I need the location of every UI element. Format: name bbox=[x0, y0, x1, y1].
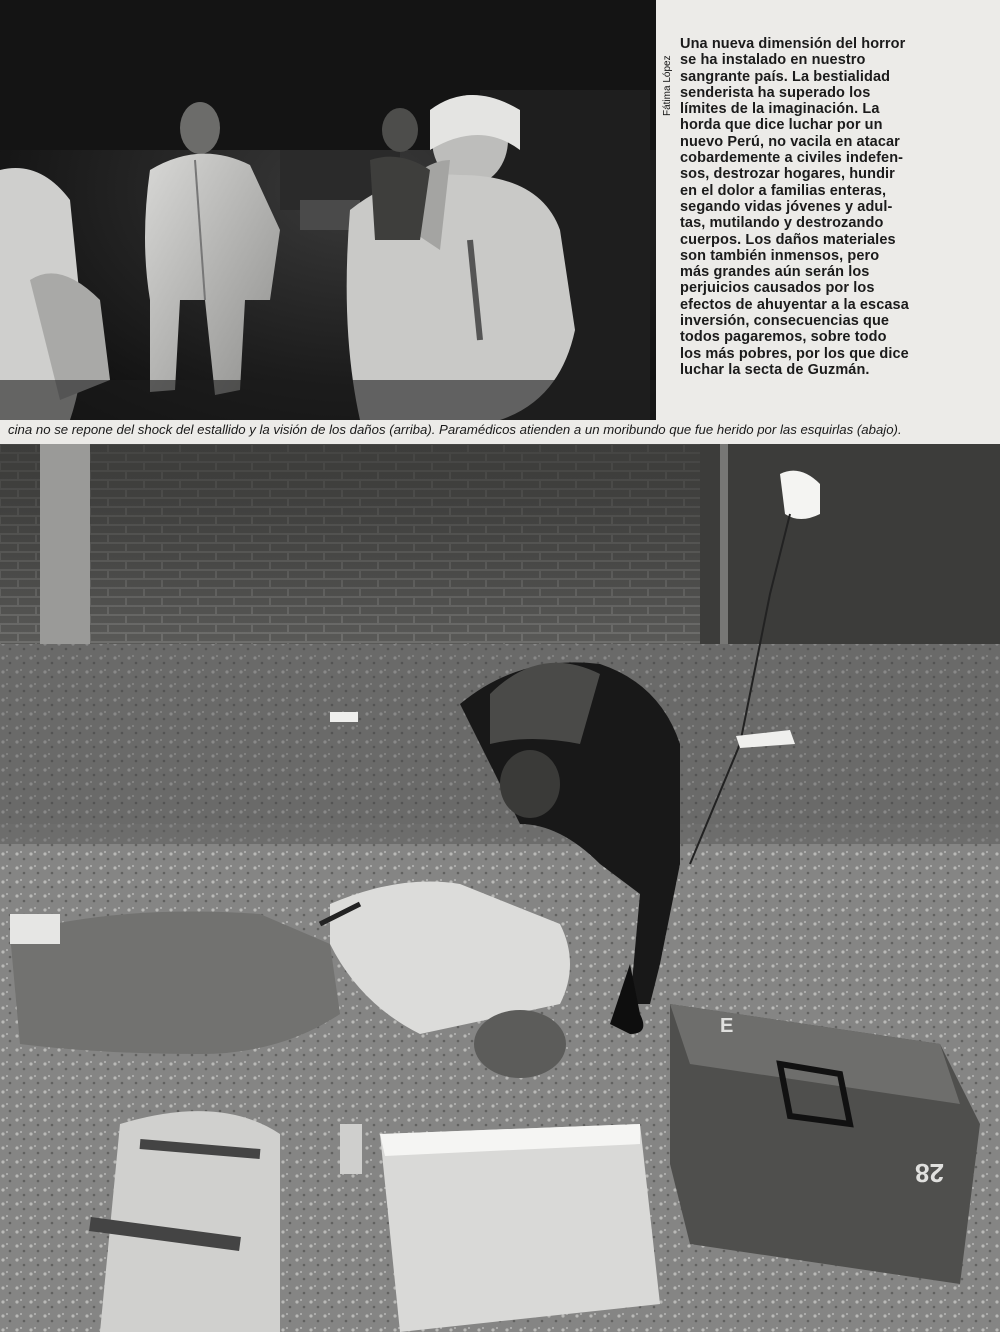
article-line: luchar la secta de Guzmán. bbox=[680, 361, 870, 378]
photo-credit: Fátima López bbox=[662, 55, 673, 116]
article-line: inversión, consecuencias que bbox=[680, 313, 890, 330]
article-line: sos, destrozar hogares, hundir bbox=[680, 166, 895, 183]
article-line: segando vidas jóvenes y adul- bbox=[680, 198, 893, 215]
toolbox bbox=[670, 1004, 980, 1284]
article-line: nuevo Perú, no vacila en atacar bbox=[680, 133, 900, 150]
bottom-photograph bbox=[0, 444, 1000, 1332]
article-line: se ha instalado en nuestro bbox=[680, 52, 866, 69]
article-line: en el dolor a familias enteras, bbox=[680, 182, 887, 199]
toolbox-number: 28 bbox=[915, 1158, 944, 1188]
bottom-photo-image bbox=[0, 444, 1000, 1332]
article-line: todos pagaremos, sobre todo bbox=[680, 329, 887, 346]
top-photograph bbox=[0, 0, 656, 420]
photo-caption: cina no se repone del shock del estallido y la visión de los daños (arriba). Paramédicos atienden a un moribundo que fue herido por las esquirlas (abajo). bbox=[8, 422, 902, 437]
article-line: perjuicios causados por los bbox=[680, 280, 875, 297]
top-photo-image bbox=[0, 0, 656, 420]
article-line: tas, mutilando y destrozando bbox=[680, 215, 884, 232]
toolbox-marking: E bbox=[720, 1015, 734, 1037]
article-line: son también inmensos, pero bbox=[680, 247, 880, 264]
article-line: senderista ha superado los bbox=[680, 84, 871, 101]
article-line: límites de la imaginación. La bbox=[680, 101, 880, 118]
article-line: cuerpos. Los daños materiales bbox=[680, 231, 896, 248]
article-text bbox=[680, 36, 980, 378]
article-line: horda que dice luchar por un bbox=[680, 117, 883, 134]
article-line: los más pobres, por los que dice bbox=[680, 345, 909, 362]
article-line: efectos de ahuyentar a la escasa bbox=[680, 296, 909, 313]
article-line: más grandes aún serán los bbox=[680, 264, 870, 281]
article-line: Una nueva dimensión del horror bbox=[680, 36, 906, 52]
article-line: cobardemente a civiles indefen- bbox=[680, 150, 904, 167]
article-line: sangrante país. La bestialidad bbox=[680, 68, 891, 85]
